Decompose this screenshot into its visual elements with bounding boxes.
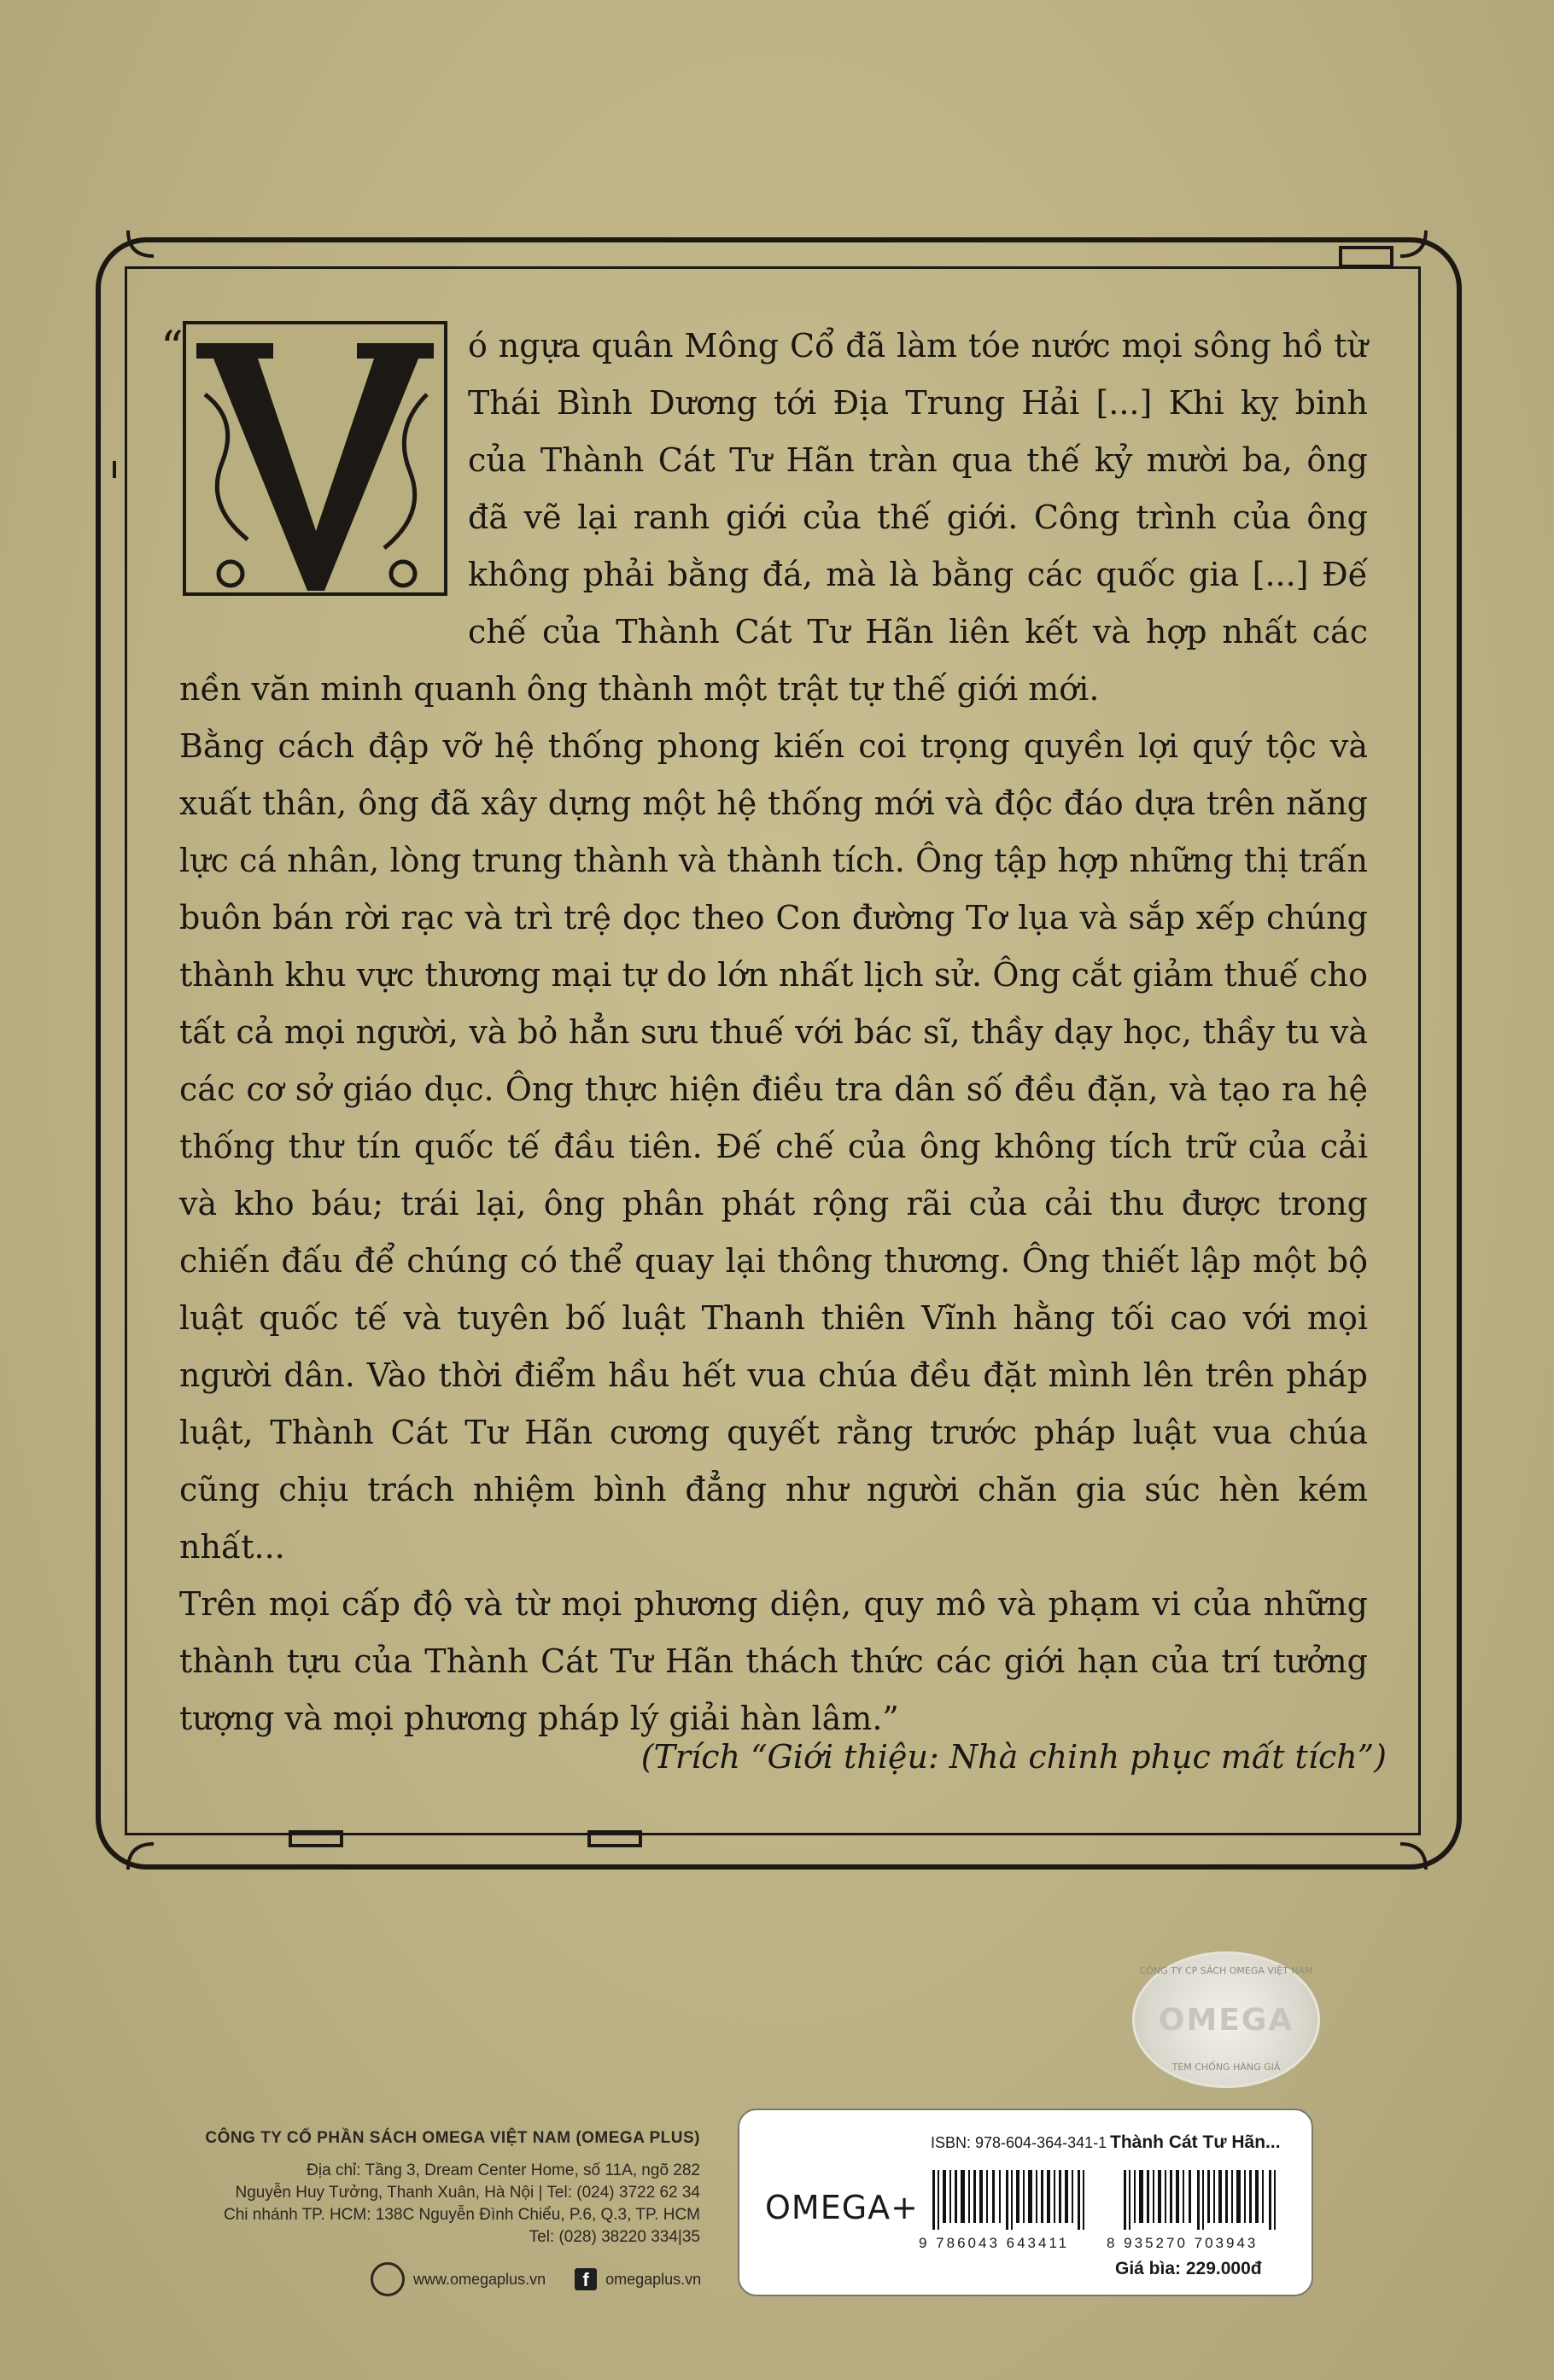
quote-text-block [179,318,1368,1747]
anti-counterfeit-seal [1132,1951,1320,2088]
publisher-branch: Chi nhánh TP. HCM: 138C Nguyễn Đình Chiểu, P.6, Q.3, TP. HCM [224,2206,700,2224]
isbn-barcode [932,2170,1086,2230]
decorative-dropcap-v [179,318,451,599]
website-link[interactable]: www.omegaplus.vn [413,2270,546,2288]
opening-quote-mark: “ [161,323,184,374]
publisher-address-2: Nguyễn Huy Tưởng, Thanh Xuân, Hà Nội | Tel: (024) 3722 62 34 [235,2184,700,2202]
barcode-panel [738,2109,1313,2296]
social-links [371,2262,701,2296]
svg-text:V: V [302,466,328,505]
citation-text: (Trích “Giới thiệu: Nhà chinh phục mất tích”) [640,1738,1387,1776]
publisher-tel: Tel: (028) 38220 334|35 [529,2228,700,2246]
quote-paragraph-1: ó ngựa quân Mông Cổ đã làm tóe nước mọi sông hồ từ Thái Bình Dương tới Địa Trung Hải [...] Khi kỵ binh của Thành Cát Tư Hãn tràn qua thế kỷ mười ba, ông đã vẽ lại ranh giới của thế giới. Công trình của ông không phải bằng đá, mà là bằng các quốc gia [...] Đế chế của Thành Cát Tư Hãn liên kết và hợp nhất các nền văn minh quanh ông thành một trật tự thế giới mới. [179,327,1368,708]
publisher-info [205,2129,700,2249]
publisher-address-1: Địa chỉ: Tầng 3, Dream Center Home, số 11A, ngõ 282 [307,2161,700,2179]
publisher-name: CÔNG TY CỔ PHẦN SÁCH OMEGA VIỆT NAM (OMEGA PLUS) [205,2129,700,2147]
product-barcode [1124,2170,1277,2230]
seal-center-text: OMEGA [1158,2002,1294,2038]
omega-logo: OMEGA+ [765,2189,919,2226]
isbn-label: ISBN: 978-604-364-341-1 [931,2134,1107,2151]
seal-bottom-text: TEM CHỐNG HÀNG GIẢ [1171,2062,1281,2073]
isbn-barcode-number: 9 786043 643411 [919,2235,1070,2251]
facebook-icon: f [575,2268,597,2290]
cover-price: Giá bìa: 229.000đ [1115,2259,1262,2278]
facebook-link[interactable]: omegaplus.vn [605,2270,702,2288]
product-barcode-number: 8 935270 703943 [1107,2235,1259,2251]
quote-paragraph-2: Bằng cách đập vỡ hệ thống phong kiến coi trọng quyền lợi quý tộc và xuất thân, ông đã xây dựng một hệ thống mới và độc đáo dựa trên năng lực cá nhân, lòng trung thành và thành tích. Ông tập hợp những thị trấn buôn bán rời rạc và trì trệ dọc theo Con đường Tơ lụa và sắp xếp chúng thành khu vực thương mại tự do lớn nhất lịch sử. Ông cắt giảm thuế cho tất cả mọi người, và bỏ hẳn sưu thuế với bác sĩ, thầy dạy học, thầy tu và các cơ sở giáo dục. Ông thực hiện điều tra dân số đều đặn, và tạo ra hệ thống thư tín quốc tế đầu tiên. Đế chế của ông không tích trữ của cải và kho báu; trái lại, ông phân phát rộng rãi của cải thu được trong chiến đấu để chúng có thể quay lại thông thương. Ông thiết lập một bộ luật quốc tế và tuyên bố luật Thanh thiên Vĩnh hằng tối cao với mọi người dân. Vào thời điểm hầu hết vua chúa đều đặt mình lên trên pháp luật, Thành Cát Tư Hãn cương quyết rằng trước pháp luật vua chúa cũng chịu trách nhiệm bình đẳng như người chăn gia súc hèn kém nhất... [179,727,1368,1566]
book-title-small: Thành Cát Tư Hãn... [1110,2132,1281,2152]
globe-icon [371,2262,405,2296]
seal-top-text: CÔNG TY CP SÁCH OMEGA VIỆT NAM [1139,1965,1313,1976]
quote-paragraph-3: Trên mọi cấp độ và từ mọi phương diện, quy mô và phạm vi của những thành tựu của Thành Cát Tư Hãn thách thức các giới hạn của trí tưởng tượng và mọi phương pháp lý giải hàn lâm.” [179,1585,1368,1737]
